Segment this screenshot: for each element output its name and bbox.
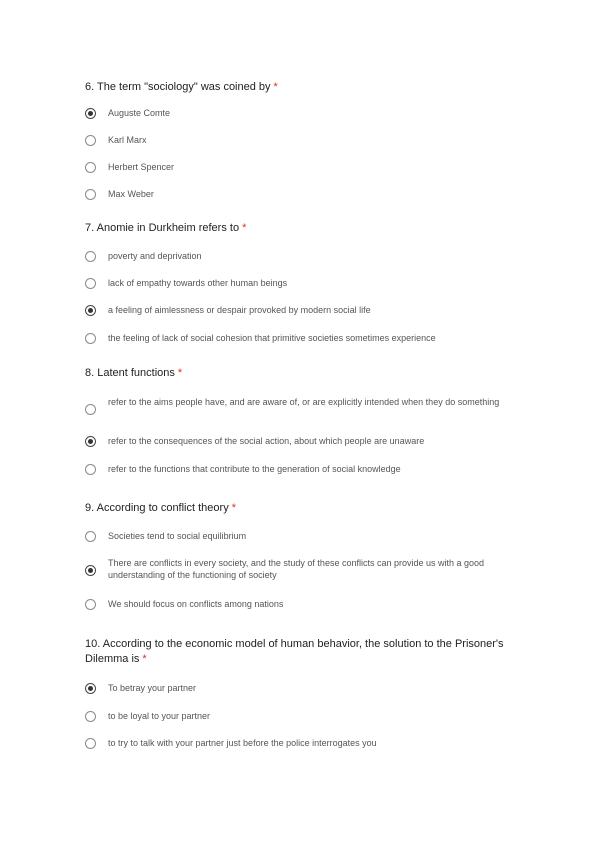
q8-option-2[interactable] [85, 435, 505, 447]
radio-unselected-icon[interactable] [85, 404, 96, 415]
question-6-title [85, 80, 505, 95]
option-label: refer to the consequences of the social action, about which people are unaware [108, 436, 425, 446]
option-label: refer to the aims people have, and are aware of, or are explicitly intended when they do something [108, 397, 500, 407]
q6-option-herbert-spencer[interactable] [85, 161, 505, 173]
radio-unselected-icon[interactable] [85, 135, 96, 146]
option-label: the feeling of lack of social cohesion that primitive societies sometimes experience [108, 333, 436, 343]
question-6-text: 6. The term "sociology" was coined by [85, 81, 271, 93]
radio-unselected-icon[interactable] [85, 711, 96, 722]
option-label: Herbert Spencer [108, 162, 175, 172]
required-asterisk: * [273, 81, 278, 93]
radio-unselected-icon[interactable] [85, 278, 96, 289]
option-label: lack of empathy towards other human beings [108, 278, 288, 288]
radio-selected-icon[interactable] [85, 565, 96, 576]
q7-option-3[interactable] [85, 304, 505, 316]
radio-unselected-icon[interactable] [85, 738, 96, 749]
required-asterisk: * [231, 502, 236, 514]
option-label: a feeling of aimlessness or despair provoked by modern social life [108, 305, 371, 315]
radio-unselected-icon[interactable] [85, 464, 96, 475]
q10-option-2[interactable] [85, 710, 505, 722]
option-label: to try to talk with your partner just before the police interrogates you [108, 738, 377, 748]
option-label: We should focus on conflicts among nations [108, 599, 284, 609]
option-label: Societies tend to social equilibrium [108, 531, 247, 541]
question-8-title [85, 366, 505, 381]
q6-option-auguste-comte[interactable] [85, 107, 505, 119]
option-label: to be loyal to your partner [108, 711, 211, 721]
radio-unselected-icon[interactable] [85, 531, 96, 542]
radio-selected-icon[interactable] [85, 108, 96, 119]
radio-unselected-icon[interactable] [85, 251, 96, 262]
question-7-title [85, 221, 505, 236]
option-label: poverty and deprivation [108, 251, 202, 261]
option-label: There are conflicts in every society, and the study of these conflicts can provide us with a good understanding of the functioning of society [108, 558, 485, 580]
required-asterisk: * [242, 222, 247, 234]
question-10-text: 10. According to the economic model of human behavior, the solution to the Prisoner's Dilemma is [85, 638, 504, 665]
question-8-text: 8. Latent functions [85, 367, 175, 379]
q7-option-1[interactable] [85, 250, 505, 262]
q10-option-3[interactable] [85, 737, 505, 749]
required-asterisk: * [177, 367, 183, 379]
radio-selected-icon[interactable] [85, 683, 96, 694]
question-7-text: 7. Anomie in Durkheim refers to [85, 222, 240, 234]
q6-option-max-weber[interactable] [85, 188, 505, 200]
q8-option-3[interactable] [85, 463, 505, 475]
q7-option-4[interactable] [85, 332, 505, 344]
option-label: To betray your partner [108, 683, 197, 693]
q9-option-2[interactable] [85, 557, 505, 581]
q9-option-3[interactable] [85, 598, 505, 610]
option-label: Karl Marx [108, 135, 147, 145]
q7-option-2[interactable] [85, 277, 505, 289]
option-label: Max Weber [108, 189, 154, 199]
q9-option-1[interactable] [85, 530, 505, 542]
question-9-title [85, 501, 505, 516]
option-label: refer to the functions that contribute to the generation of social knowledge [108, 464, 401, 474]
radio-selected-icon[interactable] [85, 305, 96, 316]
q6-option-karl-marx[interactable] [85, 134, 505, 146]
radio-selected-icon[interactable] [85, 436, 96, 447]
required-asterisk: * [142, 653, 147, 665]
q8-option-1[interactable] [85, 396, 505, 415]
radio-unselected-icon[interactable] [85, 162, 96, 173]
question-9-text: 9. According to conflict theory [85, 502, 229, 514]
q10-option-1[interactable] [85, 682, 505, 694]
question-10-title [85, 637, 505, 667]
radio-unselected-icon[interactable] [85, 599, 96, 610]
option-label: Auguste Comte [108, 108, 171, 118]
radio-unselected-icon[interactable] [85, 189, 96, 200]
radio-unselected-icon[interactable] [85, 333, 96, 344]
